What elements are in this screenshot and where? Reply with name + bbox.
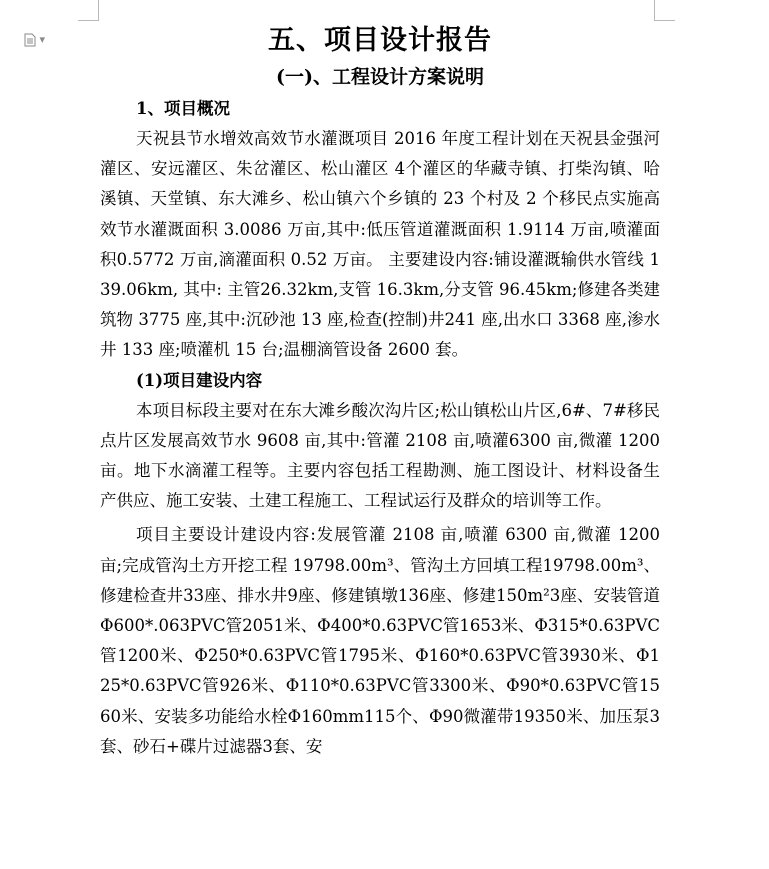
- crop-mark-right-vertical: [654, 0, 655, 20]
- document-nav-icon[interactable]: [24, 33, 50, 47]
- crop-mark-left-horizontal: [78, 20, 99, 21]
- document-subtitle: (一)、工程设计方案说明: [276, 66, 484, 88]
- document-page-icon: [24, 33, 36, 47]
- paragraph-overview: 天祝县节水增效高效节水灌溉项目 2016 年度工程计划在天祝县金强河灌区、安远灌区、朱岔灌区、松山灌区 4个灌区的华藏寺镇、打柴沟镇、哈溪镇、天堂镇、东大滩乡、松山镇六个乡镇的 23 个村及 2 个移民点实施高效节水灌溉面积 3.0086 万亩,其中:低压管道灌溉面积 1.9114 万亩,喷灌面积0.5772 万亩,滴灌面积 0.52 万亩。 主要建设内容:铺设灌溉输供水管线 139.06km, 其中: 主管26.32km,支管 16.3km,分支管 96.45km;修建各类建筑物 3775 座,其中:沉砂池 13 座,检查(控制)井241 座,出水口 3368 座,渗水井 133 座;喷灌机 15 台;温棚滴管设备 2600 套。: [100, 129, 660, 360]
- document-title: 五、项目设计报告: [268, 25, 492, 56]
- paragraph-construction-scope: 本项目标段主要对在东大滩乡酸次沟片区;松山镇松山片区,6#、7#移民点片区发展高效节水 9608 亩,其中:管灌 2108 亩,喷灌6300 亩,微灌 1200 亩。地下水滴灌工程等。主要内容包括工程勘测、施工图设计、材料设备生产供应、施工安装、土建工程施工、工程试运行及群众的培训等工作。: [100, 400, 660, 511]
- chevron-down-icon: ▾: [39, 33, 46, 46]
- document-page: [100, 22, 660, 762]
- subsection-heading-construction: (1)项目建设内容: [136, 370, 263, 390]
- section-heading-overview: 1、项目概况: [136, 99, 230, 118]
- crop-mark-left-vertical: [98, 0, 99, 20]
- paragraph-design-content: 项目主要设计建设内容:发展管灌 2108 亩,喷灌 6300 亩,微灌 1200 亩;完成管沟土方开挖工程 19798.00m³、管沟土方回填工程19798.00m³、修建检查井33座、排水井9座、修建镇墩136座、修建150m²3座、安装管道Φ600*.063PVC管2051米、Φ400*0.63PVC管1653米、Φ315*0.63PVC管1200米、Φ250*0.63PVC管1795米、Φ160*0.63PVC管3930米、Φ125*0.63PVC管926米、Φ110*0.63PVC管3300米、Φ90*0.63PVC管1560米、安装多功能给水栓Φ160mm115个、Φ90微灌带19350米、加压泵3套、砂石+碟片过滤器3套、安: [100, 525, 660, 756]
- crop-mark-right-horizontal: [654, 20, 675, 21]
